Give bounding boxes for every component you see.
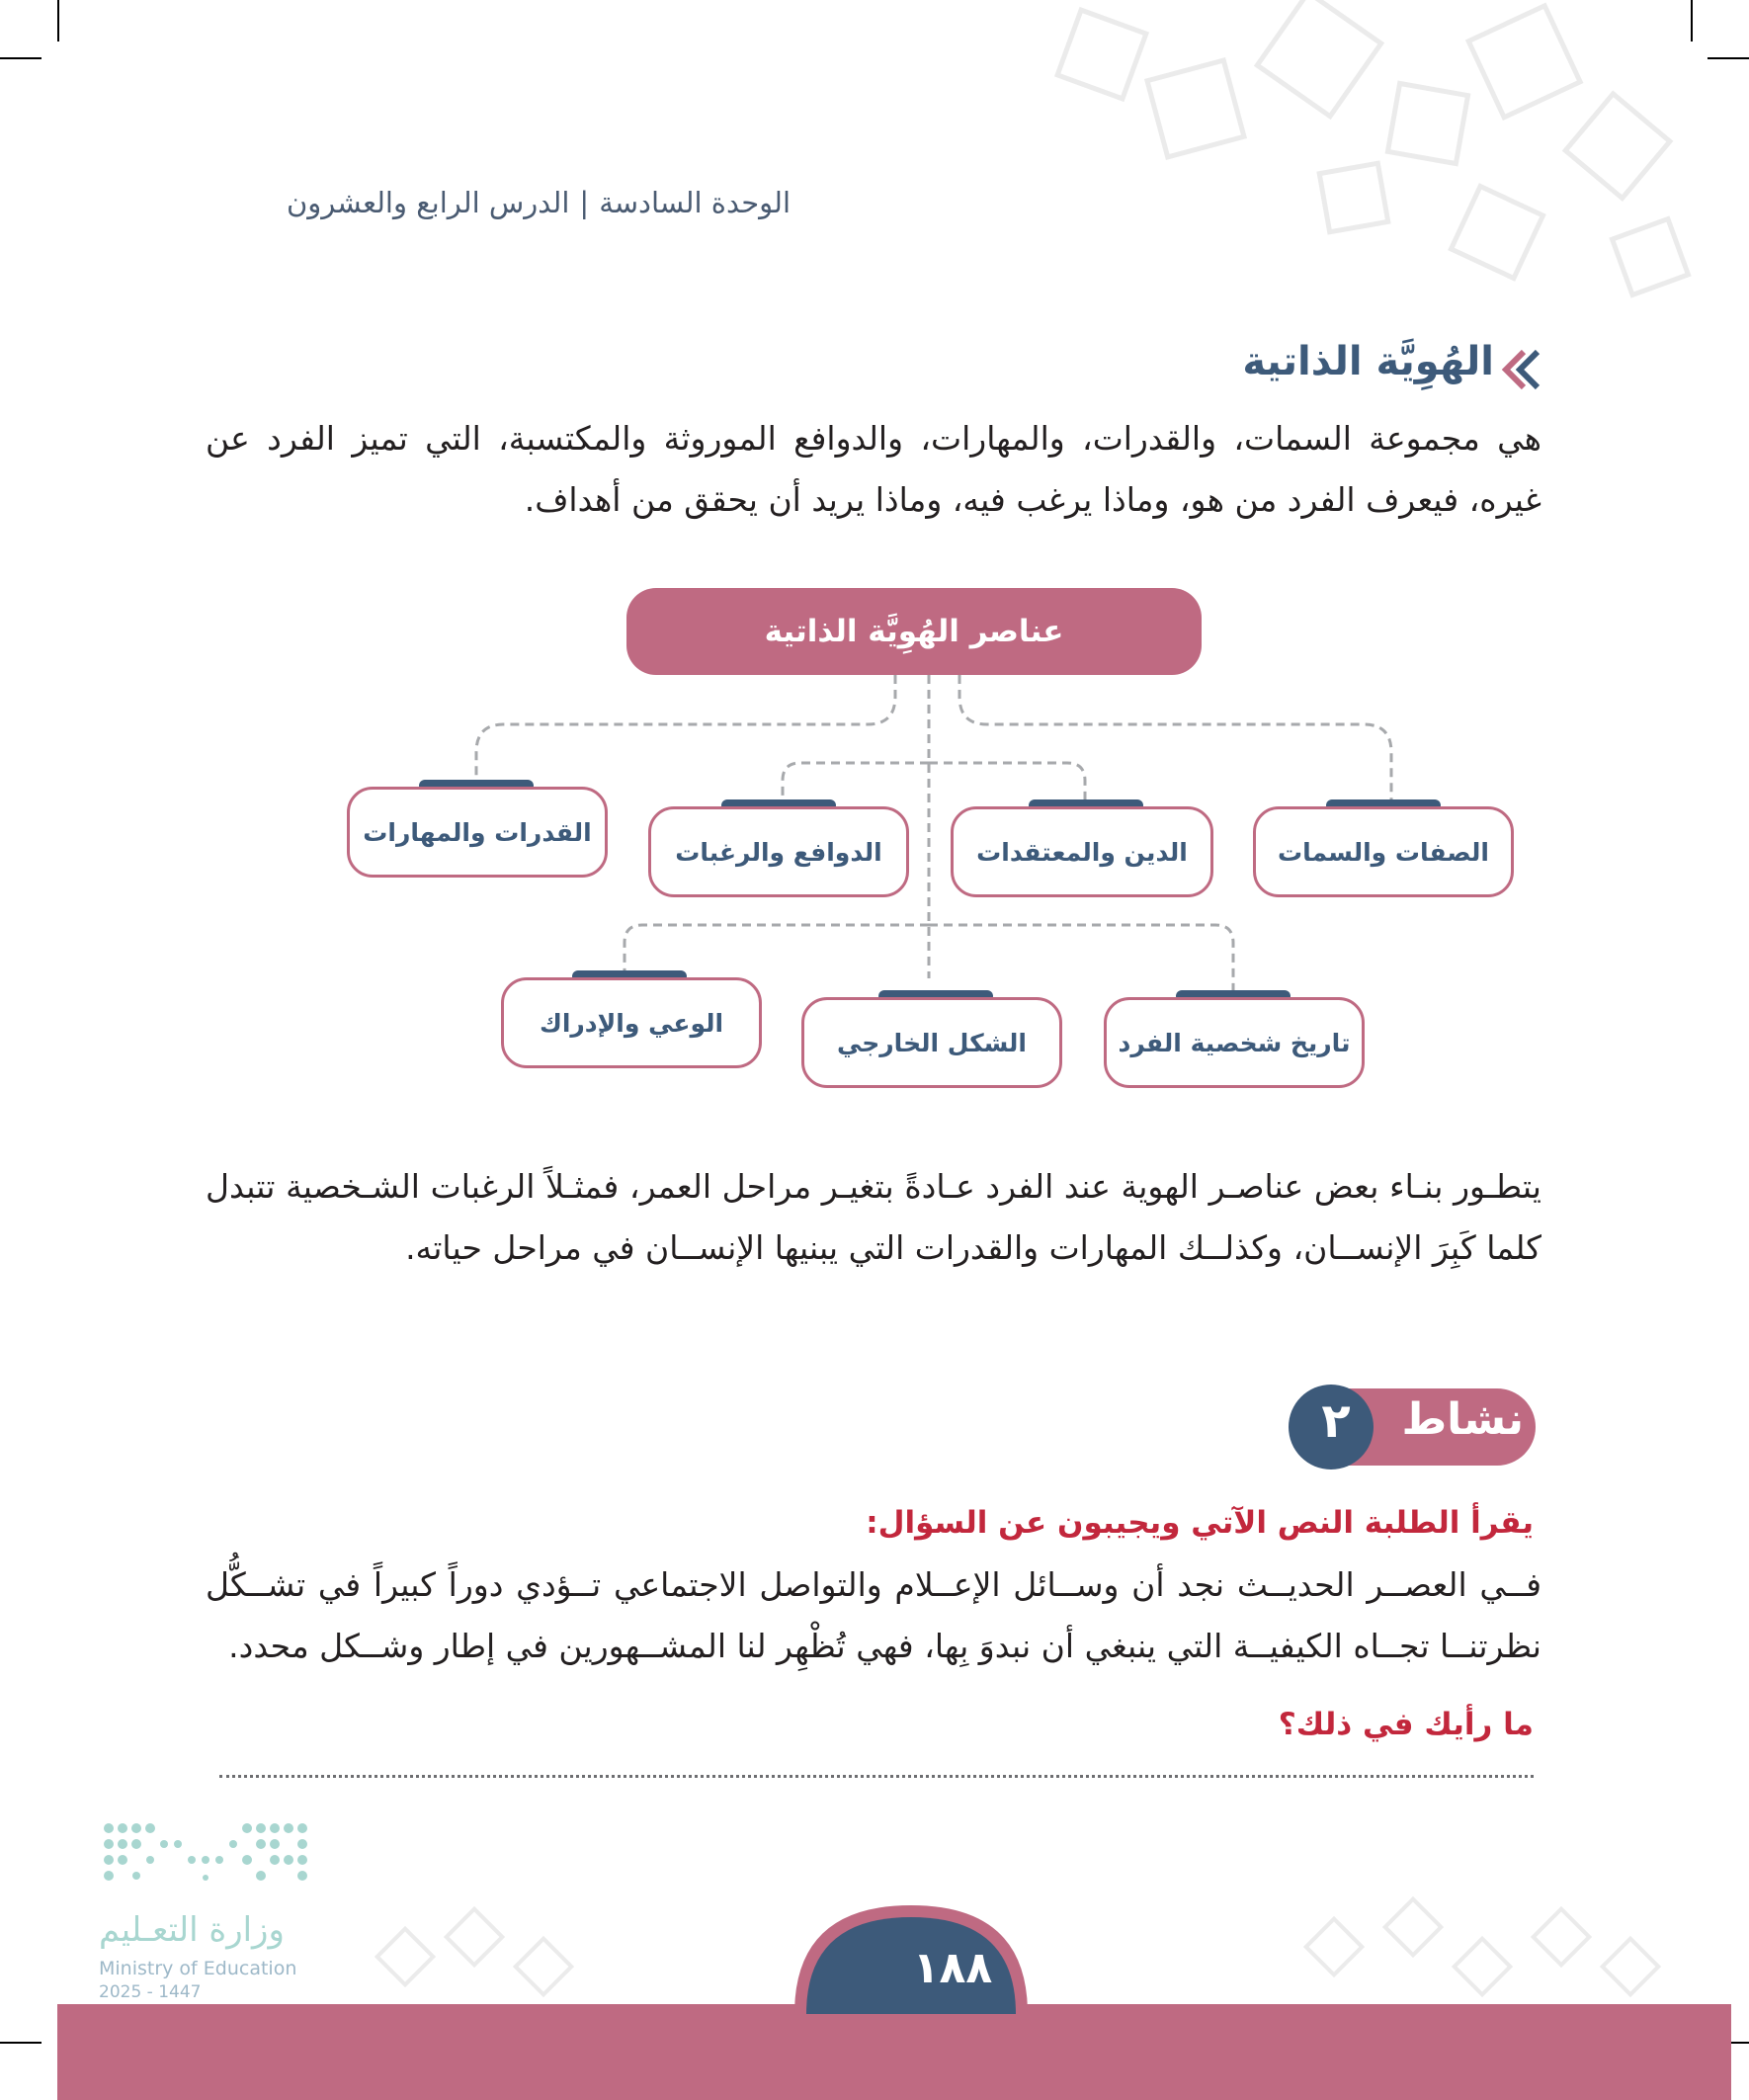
ministry-year: 2025 - 1447	[99, 1982, 202, 2002]
activity-label: نشاط	[1401, 1394, 1524, 1445]
crop-mark	[0, 2042, 42, 2044]
diagram-root: عناصر الهُوِيَّة الذاتية	[626, 588, 1202, 675]
decorative-pattern	[326, 1878, 1749, 2006]
development-paragraph: يتطـور بنـاء بعض عناصـر الهوية عند الفرد عـادةً بتغيـر مراحل العمر، فمثـلاً الرغبات الشـخصية تتبدل كلما كَبِرَ الإنســان، وكذلــك المهارات والقدرات التي يبنيها الإنســان في مراحل حياته.	[206, 1167, 1541, 1267]
activity-question: ما رأيك في ذلك؟	[1278, 1707, 1534, 1742]
page-number: ١٨٨	[912, 1943, 993, 1993]
section-title: الهُوِيَّة الذاتية	[1242, 339, 1494, 384]
header-separator: |	[579, 186, 590, 219]
node-awareness: الوعي والإدراك	[501, 977, 762, 1068]
ministry-name-en: Ministry of Education	[99, 1958, 297, 1979]
activity-number: ٢	[1321, 1393, 1351, 1449]
footer-bar	[57, 2004, 1731, 2100]
header-lesson: الدرس الرابع والعشرون	[286, 186, 570, 219]
ministry-logo-dots-icon	[99, 1818, 316, 1892]
node-appearance: الشكل الخارجي	[801, 997, 1062, 1088]
node-traits: الصفات والسمات	[1253, 806, 1514, 897]
ministry-name-ar: وزارة التعـليم	[99, 1910, 285, 1950]
activity-text: فــي العصــر الحديــث نجد أن وســائل الإعــلام والتواصل الاجتماعي تــؤدي دوراً كبيراً في تشــكُّل نظرتنــا تجــاه الكيفيــة التي ينبغي أن نبدوَ بِها، فهي تُظْهِر لنا المشــهورين في إطار وشــكل محدد.	[206, 1565, 1541, 1665]
node-motives: الدوافع والرغبات	[648, 806, 909, 897]
answer-line[interactable]	[219, 1775, 1534, 1778]
header-unit: الوحدة السادسة	[599, 186, 791, 219]
definition-paragraph: هي مجموعة السمات، والقدرات، والمهارات، والدوافع الموروثة والمكتسبة، التي تميز الفرد عن غيره، فيعرف الفرد من هو، وماذا يرغب فيه، وماذا يريد أن يحقق من أهداف.	[206, 419, 1541, 519]
node-personal-history: تاريخ شخصية الفرد	[1104, 997, 1365, 1088]
node-abilities: القدرات والمهارات	[347, 787, 608, 878]
node-religion: الدين والمعتقدات	[951, 806, 1213, 897]
activity-instruction: يقرأ الطلبة النص الآتي ويجيبون عن السؤال:	[866, 1505, 1534, 1541]
